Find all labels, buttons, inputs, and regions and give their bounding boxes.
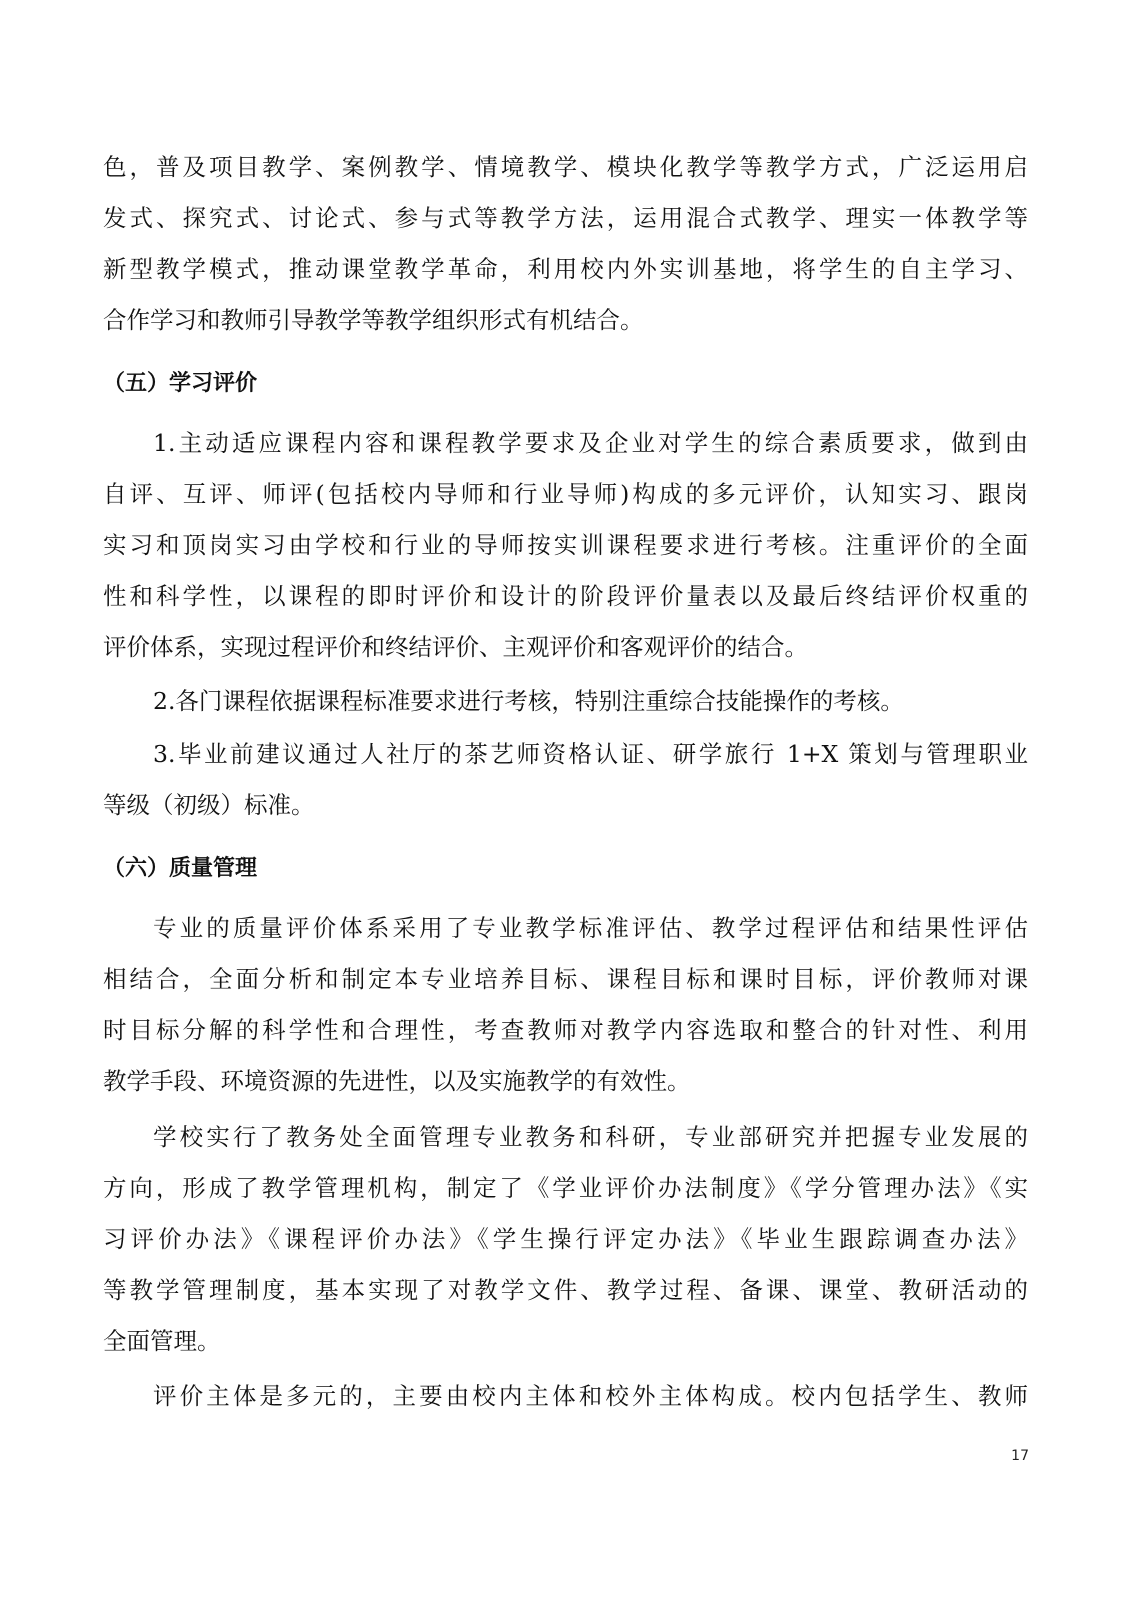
body-text-line: 新型教学模式，推动课堂教学革命，利用校内外实训基地，将学生的自主学习、 (103, 255, 1028, 283)
page-number: 17 (1011, 1448, 1029, 1464)
body-text-line: 相结合，全面分析和制定本专业培养目标、课程目标和课时目标，评价教师对课 (103, 965, 1028, 993)
body-text-line: 自评、互评、师评(包括校内导师和行业导师)构成的多元评价，认知实习、跟岗 (103, 480, 1028, 508)
body-text-line: 色，普及项目教学、案例教学、情境教学、模块化教学等教学方式，广泛运用启 (103, 153, 1028, 181)
body-text-line: 教学手段、环境资源的先进性，以及实施教学的有效性。 (103, 1067, 691, 1095)
body-text-line: 性和科学性，以课程的即时评价和设计的阶段评价量表以及最后终结评价权重的 (103, 582, 1028, 610)
body-text-line: 专业的质量评价体系采用了专业教学标准评估、教学过程评估和结果性评估 (153, 914, 1028, 942)
body-text-line: 合作学习和教师引导教学等教学组织形式有机结合。 (103, 306, 644, 334)
body-text-line: 时目标分解的科学性和合理性，考查教师对教学内容选取和整合的针对性、利用 (103, 1016, 1028, 1044)
section-heading-learning-evaluation: （五）学习评价 (103, 371, 258, 396)
body-text-line: 等级（初级）标准。 (103, 791, 315, 819)
body-text-line: 3.毕业前建议通过人社厅的茶艺师资格认证、研学旅行 1+X 策划与管理职业 (153, 740, 1028, 768)
body-text-line: 评价体系，实现过程评价和终结评价、主观评价和客观评价的结合。 (103, 633, 808, 661)
section-heading-quality-management: （六）质量管理 (103, 856, 258, 881)
body-text-line: 实习和顶岗实习由学校和行业的导师按实训课程要求进行考核。注重评价的全面 (103, 531, 1028, 559)
body-text-line: 1.主动适应课程内容和课程教学要求及企业对学生的综合素质要求，做到由 (153, 429, 1028, 457)
body-text-line: 习评价办法》《课程评价办法》《学生操行评定办法》《毕业生跟踪调查办法》 (103, 1225, 1028, 1253)
body-text-line: 方向，形成了教学管理机构，制定了《学业评价办法制度》《学分管理办法》《实 (103, 1174, 1028, 1202)
body-text-line: 评价主体是多元的，主要由校内主体和校外主体构成。校内包括学生、教师 (153, 1382, 1028, 1410)
body-text-line: 学校实行了教务处全面管理专业教务和科研，专业部研究并把握专业发展的 (153, 1123, 1028, 1151)
body-text-line: 发式、探究式、讨论式、参与式等教学方法，运用混合式教学、理实一体教学等 (103, 204, 1028, 232)
body-text-line: 等教学管理制度，基本实现了对教学文件、教学过程、备课、课堂、教研活动的 (103, 1276, 1028, 1304)
body-text-line: 2.各门课程依据课程标准要求进行考核，特别注重综合技能操作的考核。 (153, 687, 904, 715)
body-text-line: 全面管理。 (103, 1327, 221, 1355)
